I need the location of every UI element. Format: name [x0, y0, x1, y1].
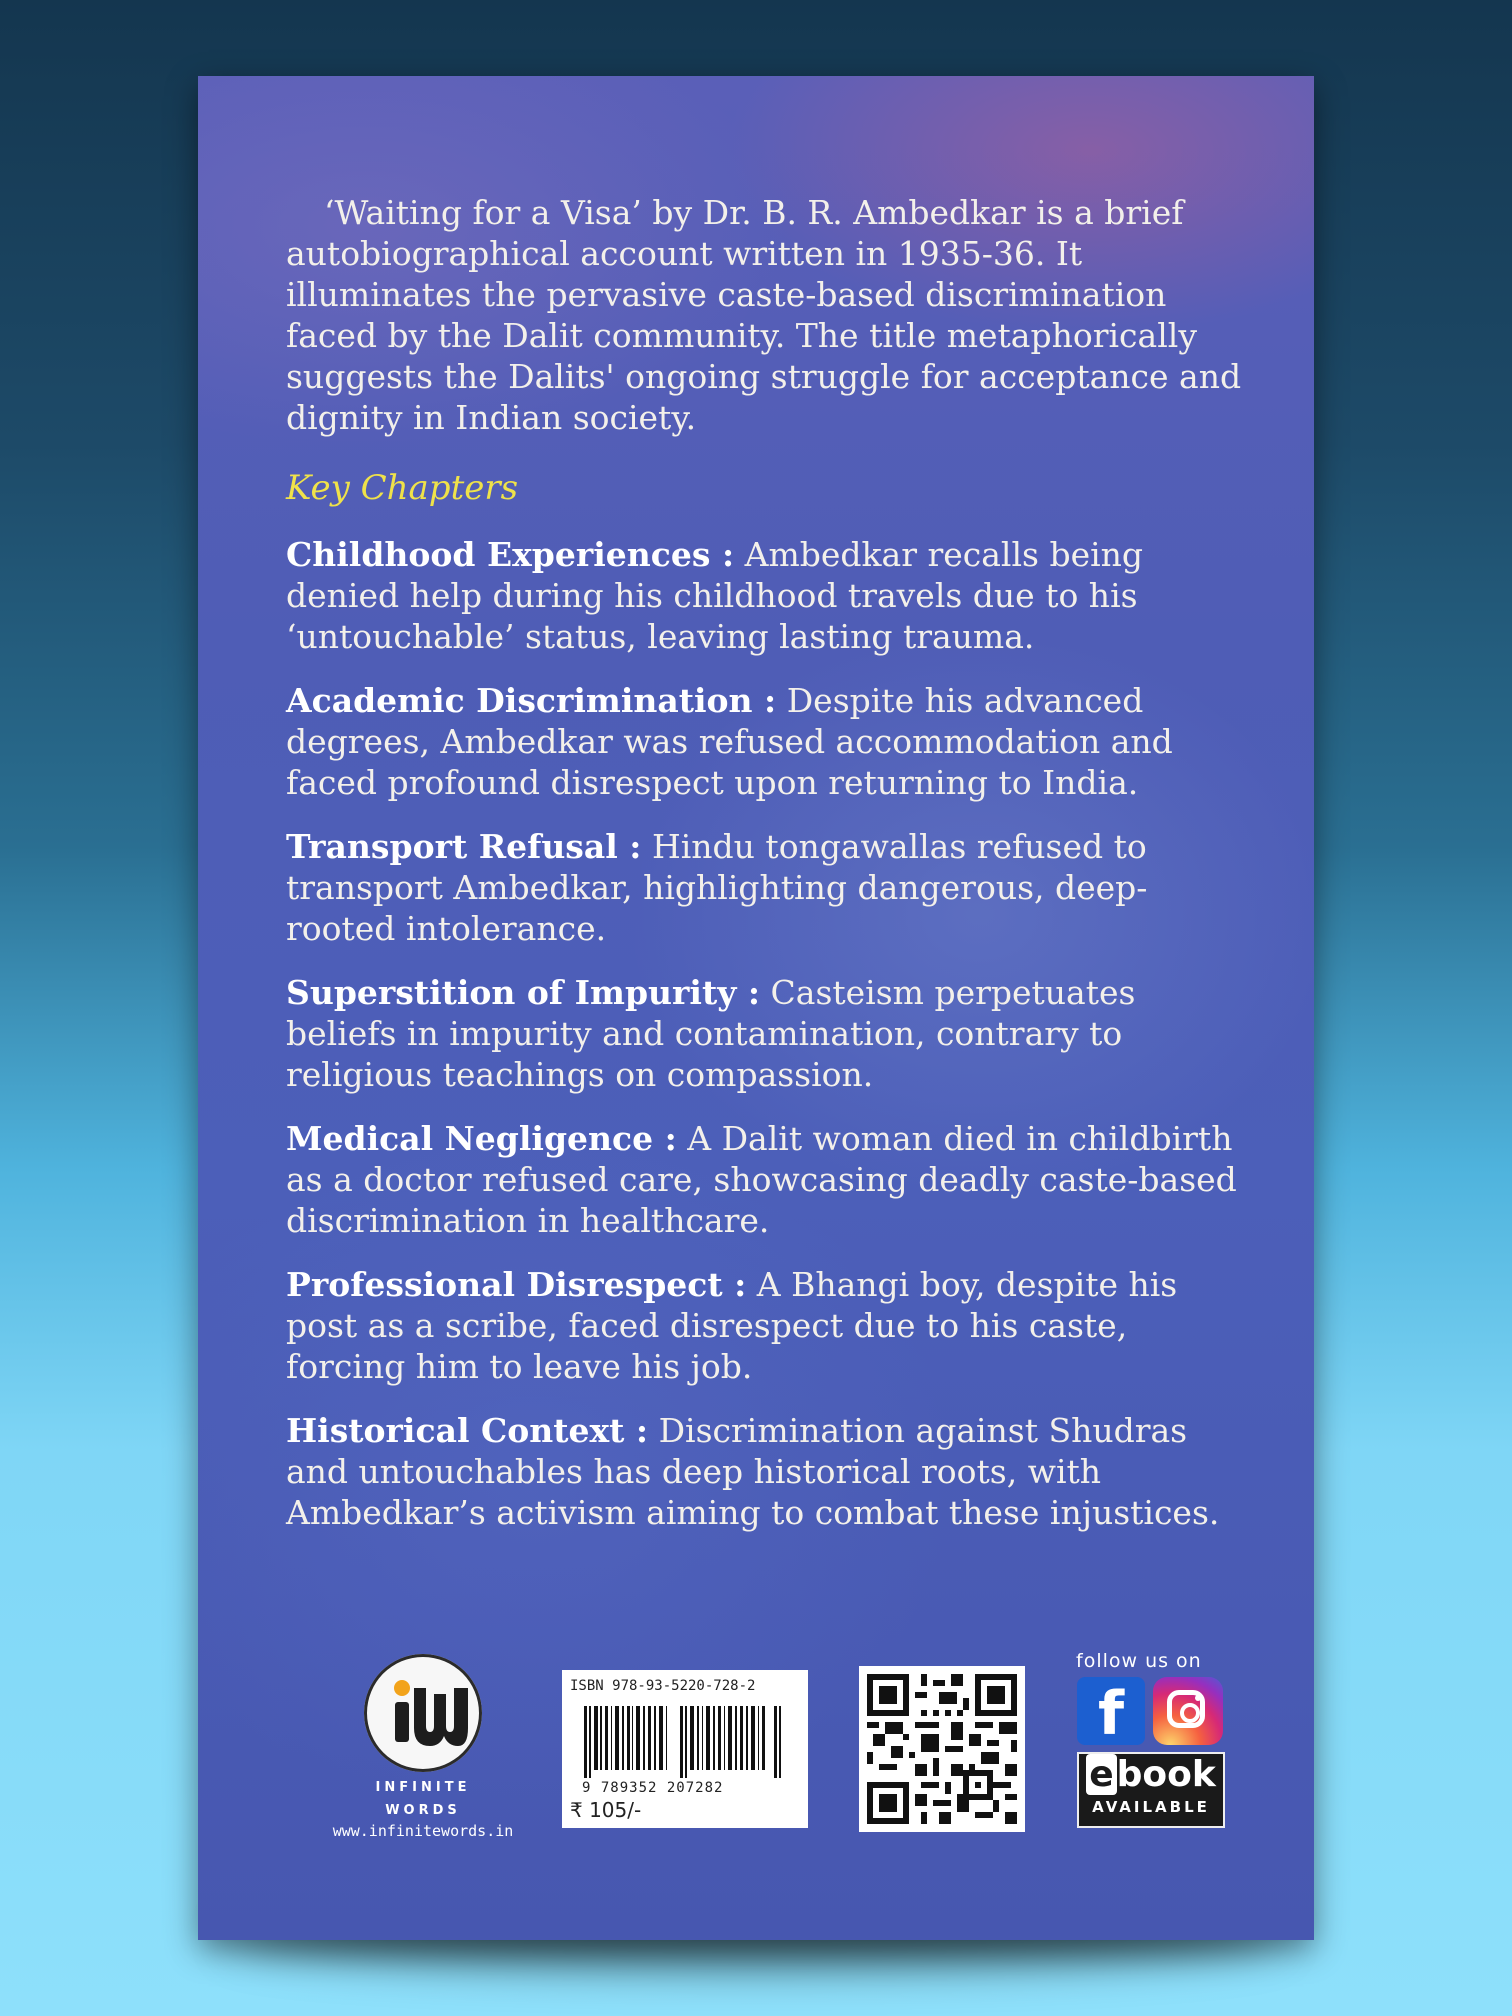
- chapter-item: [286, 534, 1256, 657]
- isbn-barcode-box: [562, 1670, 808, 1828]
- ebook-e-letter: e: [1086, 1754, 1116, 1795]
- chapter-item: [286, 826, 1256, 949]
- ebook-word: book: [1116, 1754, 1216, 1795]
- chapter-item: [286, 1410, 1256, 1533]
- qr-code: [859, 1666, 1025, 1832]
- chapter-item: [286, 972, 1256, 1095]
- facebook-icon[interactable]: f: [1077, 1677, 1145, 1745]
- book-back-cover: [198, 76, 1314, 1940]
- chapter-title: Childhood Experiences :: [286, 535, 735, 574]
- chapter-text: A Dalit woman died in childbirth as a doctor refused care, showcasing deadly caste-based discrimination in healthcare.: [286, 1119, 1237, 1240]
- chapter-title: Medical Negligence :: [286, 1119, 677, 1158]
- qr-code-icon: [867, 1674, 1017, 1824]
- chapter-text: A Bhangi boy, despite his post as a scribe, faced disrespect due to his caste, forcing him to leave his job.: [286, 1265, 1178, 1386]
- chapter-text: Discrimination against Shudras and untouchables has deep historical roots, with Ambedkar’s activism aiming to combat these injustices.: [286, 1411, 1220, 1532]
- chapter-title: Professional Disrespect :: [286, 1265, 747, 1304]
- barcode-icon: [584, 1706, 784, 1778]
- chapter-text: Ambedkar recalls being denied help during his childhood travels due to his ‘untouchable’ status, leaving lasting trauma.: [286, 535, 1144, 656]
- key-chapters-heading: Key Chapters: [286, 468, 519, 508]
- publisher-logo-icon: [364, 1654, 482, 1772]
- publisher-name-line1: INFINITE: [375, 1780, 471, 1795]
- chapter-text: Despite his advanced degrees, Ambedkar was refused accommodation and faced profound disrespect upon returning to India.: [286, 681, 1173, 802]
- ebook-available-text: AVAILABLE: [1092, 1798, 1210, 1816]
- intro-paragraph: ‘Waiting for a Visa’ by Dr. B. R. Ambedkar is a brief autobiographical account written in 1935-36. It illuminates the pervasive caste-based discrimination faced by the Dalit community. The title metaphorically suggests the Dalits' ongoing struggle for acceptance and dignity in Indian society.: [286, 193, 1242, 437]
- chapter-title: Historical Context :: [286, 1411, 649, 1450]
- chapter-text: Hindu tongawallas refused to transport Ambedkar, highlighting dangerous, deep-rooted intolerance.: [286, 827, 1148, 948]
- publisher-name-line2: WORDS: [385, 1803, 461, 1818]
- chapter-list: [286, 534, 1256, 1556]
- publisher-url: www.infinitewords.in: [332, 1822, 514, 1840]
- instagram-icon[interactable]: [1153, 1677, 1223, 1745]
- chapter-item: [286, 1118, 1256, 1241]
- chapter-title: Superstition of Impurity :: [286, 973, 761, 1012]
- isbn-digits: 9 789352 207282: [582, 1780, 724, 1796]
- price: ₹ 105/-: [570, 1798, 642, 1822]
- chapter-title: Academic Discrimination :: [286, 681, 777, 720]
- ebook-available-badge: [1077, 1752, 1225, 1828]
- chapter-item: [286, 680, 1256, 803]
- follow-us-text: follow us on: [1076, 1650, 1202, 1672]
- publisher-logo: [308, 1654, 538, 1840]
- chapter-title: Transport Refusal :: [286, 827, 642, 866]
- isbn-label: ISBN 978-93-5220-728-2: [570, 1678, 756, 1694]
- chapter-text: Casteism perpetuates beliefs in impurity and contamination, contrary to religious teachings on compassion.: [286, 973, 1136, 1094]
- chapter-item: [286, 1264, 1256, 1387]
